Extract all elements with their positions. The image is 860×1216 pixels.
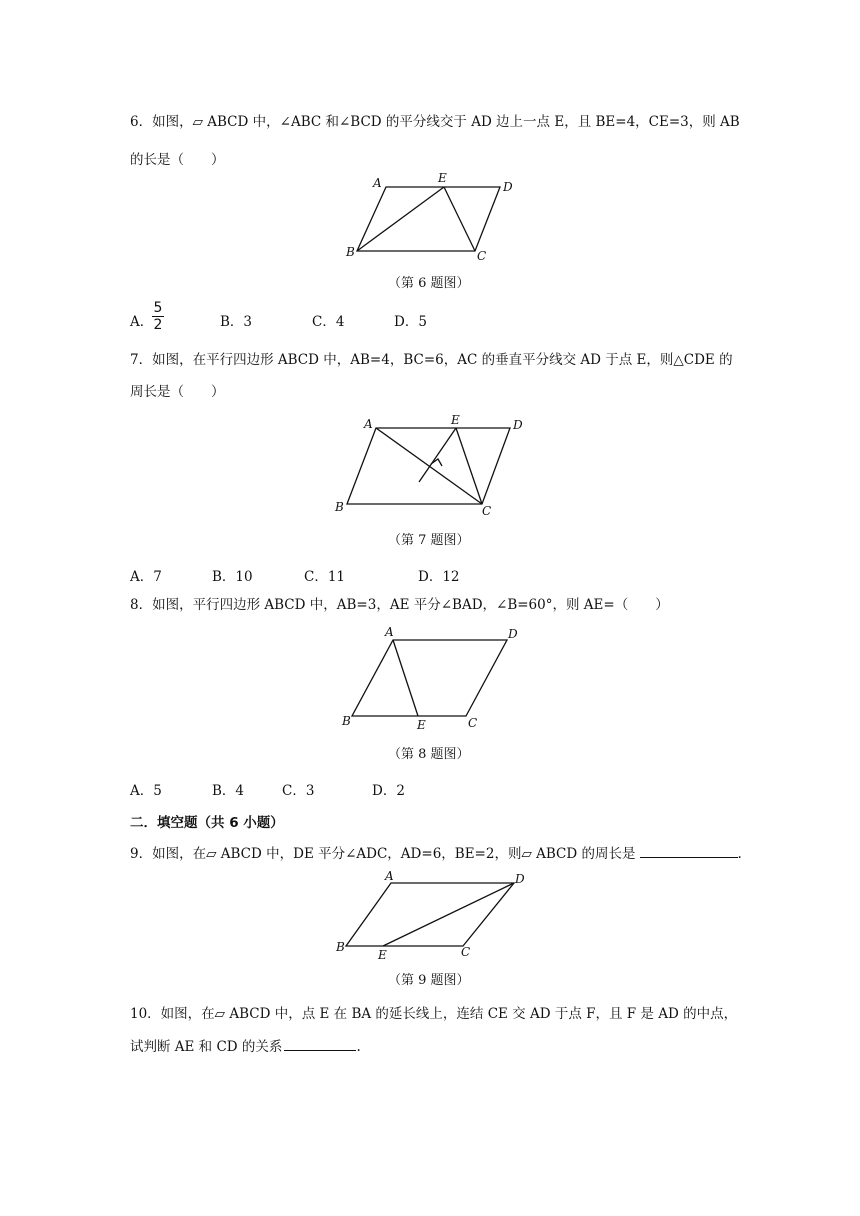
q6-segment-ce [444,187,475,251]
q10-text-end: . [356,1039,361,1055]
q7-option-d: D．12 [418,569,460,585]
q6-option-a-denominator: 2 [153,317,163,333]
q9-answer-blank [640,843,738,858]
q9-label-d: D [515,872,525,886]
q6-caption: （第 6 题图） [388,276,470,291]
q8-option-a: A．5 [130,783,162,799]
q7-diagonal-ac [376,428,482,504]
q9-figure [328,866,538,964]
q8-option-c: C．3 [282,783,315,799]
q7-label-a: A [364,417,373,431]
q6-option-a-numerator: 5 [153,300,163,316]
q8-label-c: C [468,716,478,730]
q9-text: 9．如图，在▱ ABCD 中，DE 平分∠ADC，AD=6，BE=2，则▱ ABCD 的周长是 [130,846,636,862]
q8-label-a: A [385,625,394,639]
q8-label-b: B [342,714,351,728]
q9-label-b: B [336,940,345,954]
q7-figure [330,408,540,520]
q7-perpendicular-bisector [419,428,456,482]
q9-label-c: C [461,945,471,959]
q6-label-e: E [438,171,447,185]
q9-text-line1 [130,843,742,863]
q7-text-line2: 周长是（ ） [130,384,225,400]
q6-parallelogram [357,187,500,251]
q7-caption: （第 7 题图） [388,533,470,548]
q7-label-d: D [513,418,523,432]
q7-text-line1: 7．如图，在平行四边形 ABCD 中，AB=4，BC=6，AC 的垂直平分线交 AD 于点 E，则△CDE 的 [130,352,733,368]
q8-segment-ae [393,640,418,716]
q7-segment-ce [456,428,482,504]
q6-label-a: A [373,176,382,190]
q6-label-b: B [346,245,355,259]
q7-right-angle-mark [431,459,442,466]
q6-option-a-fraction [152,301,164,332]
q6-figure [340,170,520,265]
q7-label-e: E [451,413,460,427]
q7-label-c: C [482,504,492,518]
q6-text-line1: 6．如图，▱ ABCD 中，∠ABC 和∠BCD 的平分线交于 AD 边上一点 E，且 BE=4，CE=3，则 AB [130,114,740,130]
q8-label-d: D [508,627,518,641]
q7-option-b: B．10 [212,569,253,585]
q8-parallelogram [352,640,507,716]
q8-option-b: B．4 [212,783,245,799]
q10-answer-blank [284,1036,356,1051]
q6-option-b: B．3 [220,314,253,330]
q8-label-e: E [417,718,426,732]
q6-text-line2: 的长是（ ） [130,152,225,168]
q6-option-a-label: A． [130,314,154,330]
q8-text-line1: 8．如图，平行四边形 ABCD 中，AB=3，AE 平分∠BAD，∠B=60°，则 AE=（ ） [130,597,669,613]
q8-caption: （第 8 题图） [388,747,470,762]
q9-label-e: E [378,948,387,962]
q9-parallelogram [346,883,514,946]
q6-label-d: D [503,180,513,194]
q10-text-line1: 10．如图，在▱ ABCD 中，点 E 在 BA 的延长线上，连结 CE 交 AD 于点 F，且 F 是 AD 的中点， [130,1006,738,1022]
q7-option-a: A．7 [130,569,162,585]
q7-option-c: C．11 [304,569,346,585]
q6-segment-be [357,187,444,251]
q10-text: 试判断 AE 和 CD 的关系 [130,1039,283,1055]
q9-text-end: . [737,846,742,862]
q7-label-b: B [335,500,344,514]
q6-option-c: C．4 [312,314,345,330]
q8-figure [335,620,535,735]
q8-option-d: D．2 [372,783,405,799]
q10-text-line2 [130,1036,361,1056]
section-2-heading: 二．填空题（共 6 小题） [130,815,284,831]
q9-segment-de [383,883,514,946]
q9-caption: （第 9 题图） [388,973,470,988]
q6-option-d: D．5 [394,314,427,330]
q9-label-a: A [385,869,394,883]
q6-label-c: C [477,249,487,263]
